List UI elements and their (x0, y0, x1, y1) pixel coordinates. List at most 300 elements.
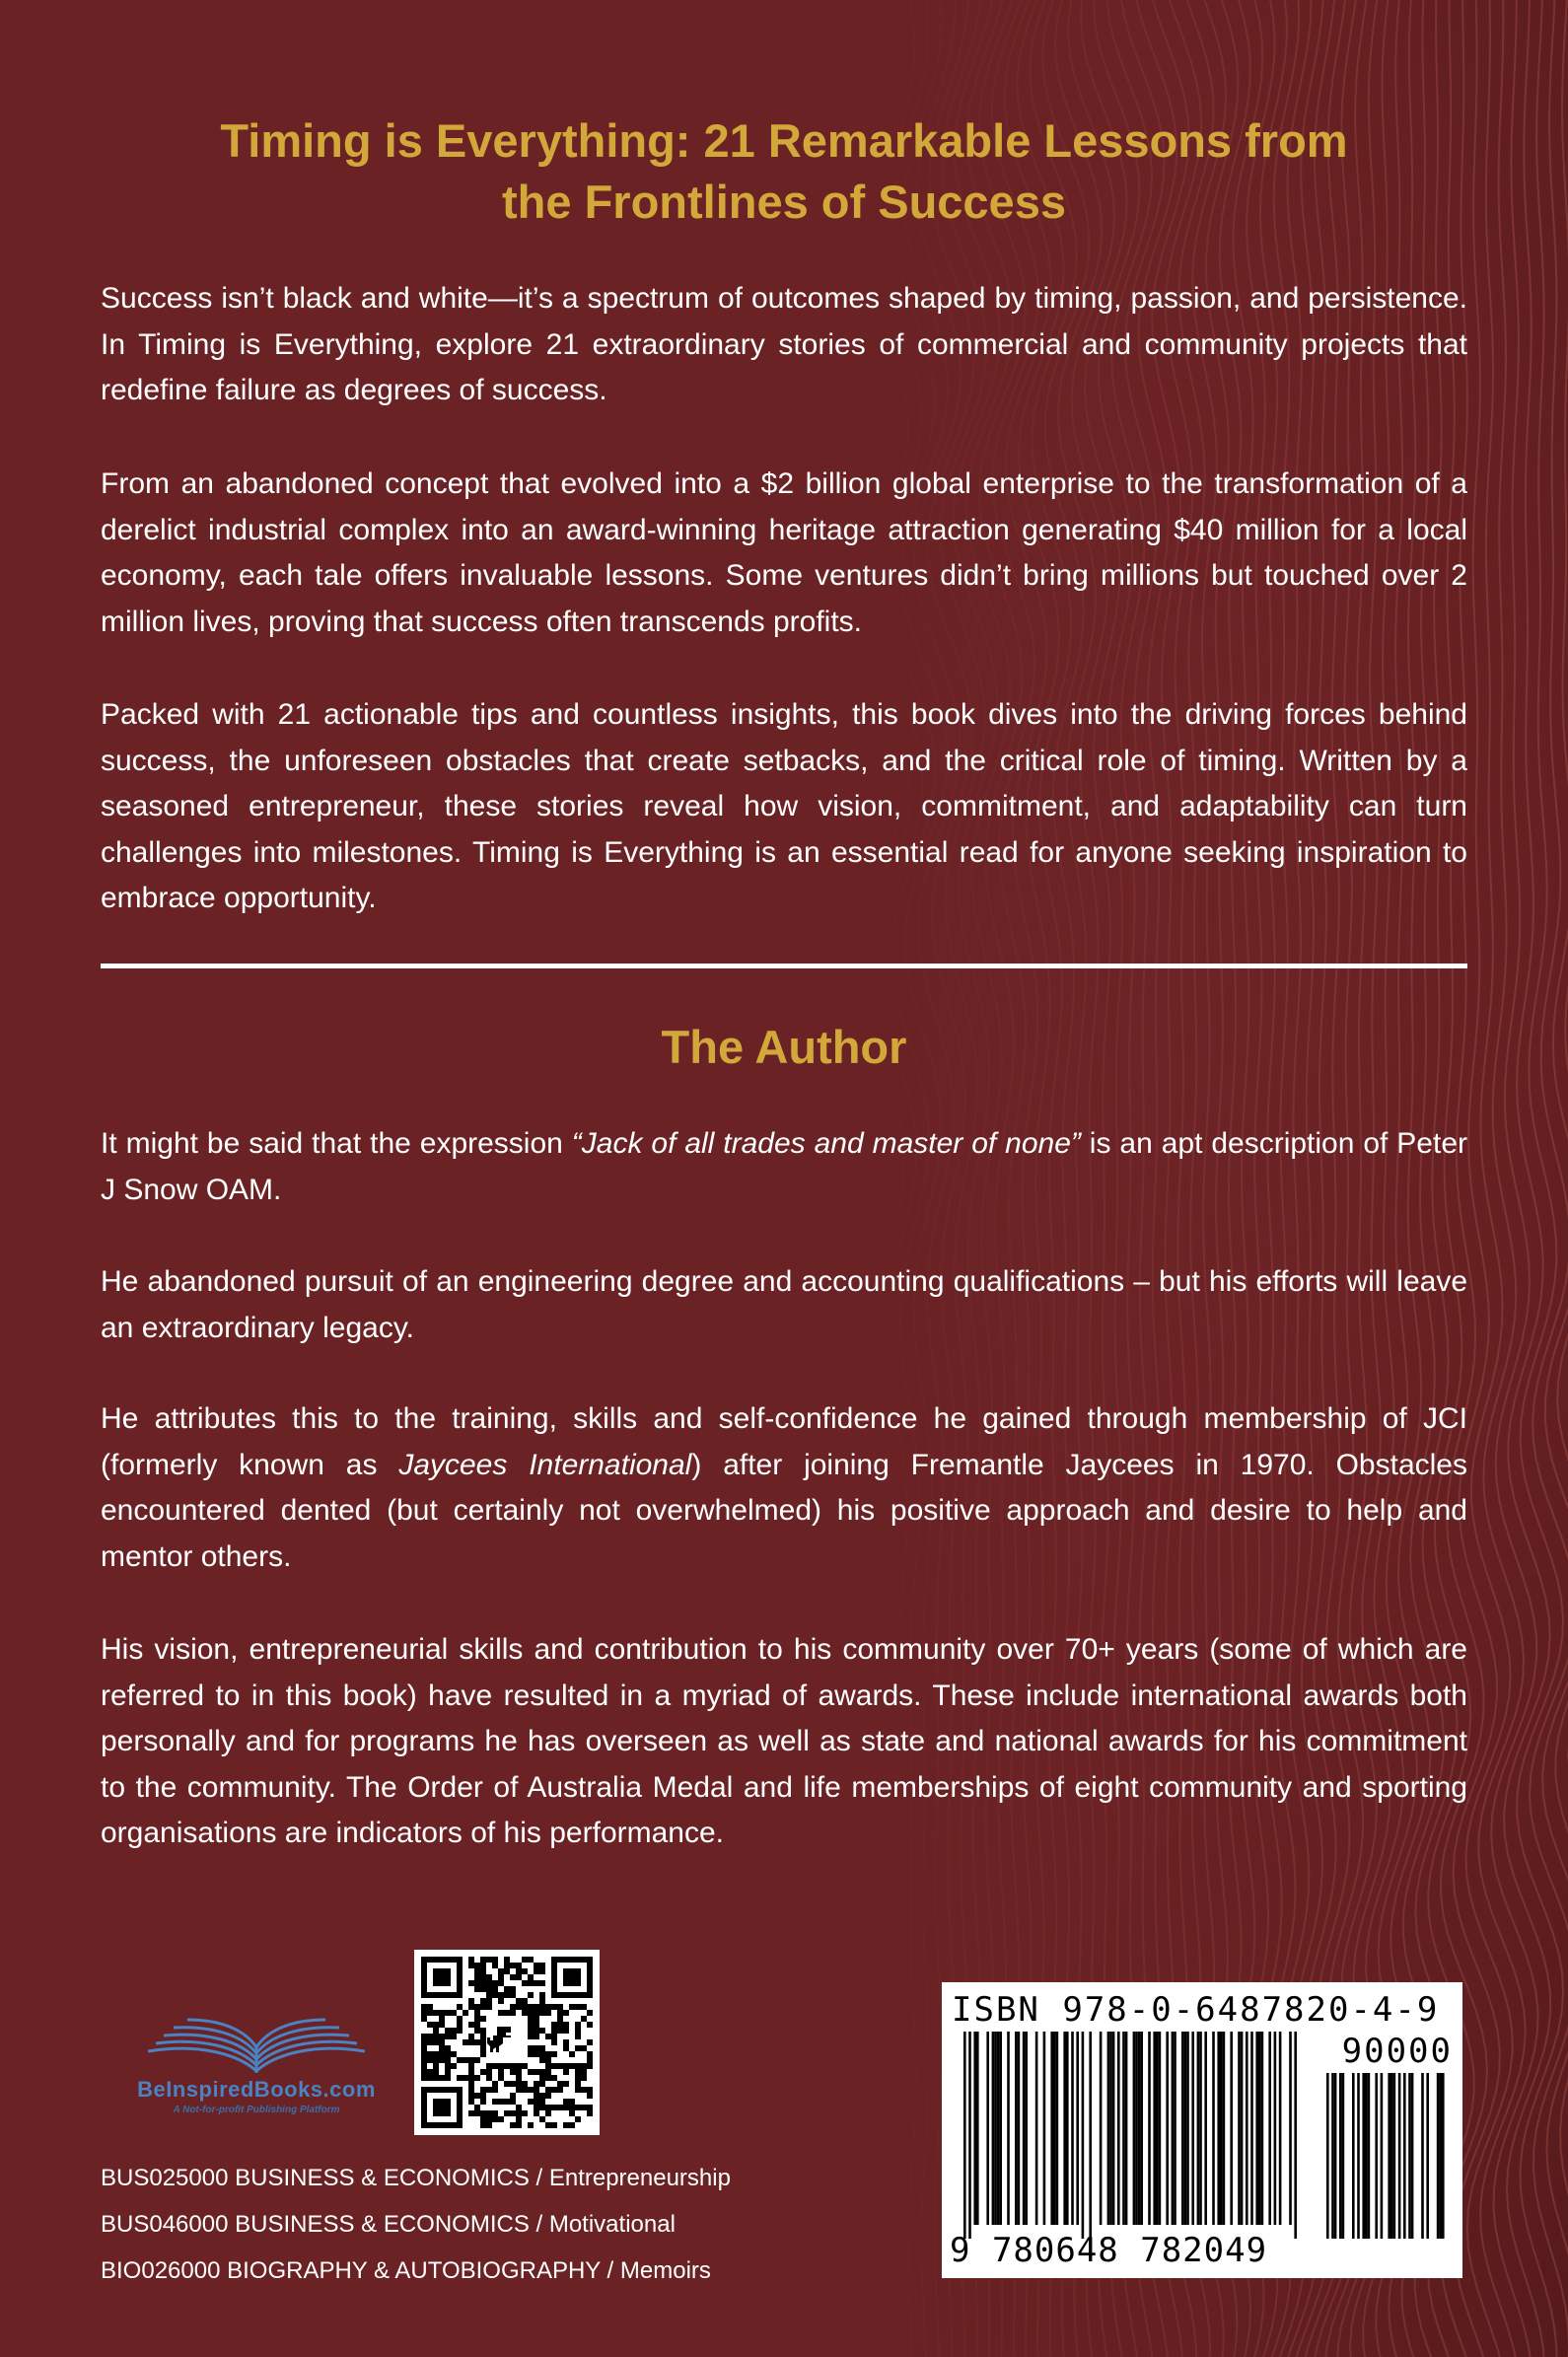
qr-module (522, 2087, 528, 2093)
qr-module (516, 1968, 522, 1974)
qr-module (539, 1968, 545, 1974)
qr-module (534, 2022, 539, 2028)
barcode-bar (1100, 2032, 1103, 2225)
qr-module (522, 2110, 528, 2116)
qr-module (468, 2022, 474, 2028)
qr-module (504, 2099, 510, 2105)
qr-module (516, 1998, 522, 2004)
qr-module (486, 1986, 492, 1992)
barcode-bar (1250, 2032, 1253, 2225)
qr-module (421, 2004, 427, 2010)
bisac-code: BIO026000 BIOGRAPHY & AUTOBIOGRAPHY (101, 2257, 601, 2284)
qr-module (480, 2116, 486, 2122)
barcode-addon-bar (1426, 2073, 1429, 2239)
qr-module (528, 2122, 534, 2128)
qr-module (545, 2122, 551, 2128)
qr-module (551, 2087, 557, 2093)
qr-module (504, 2110, 510, 2116)
barcode-addon-bar (1398, 2073, 1401, 2239)
qr-module (557, 2022, 563, 2028)
qr-module (545, 2057, 551, 2063)
publisher-logo (128, 2002, 385, 2130)
qr-module (492, 2081, 498, 2087)
qr-module (575, 2116, 581, 2122)
qr-module (468, 2099, 474, 2105)
qr-module (534, 1980, 539, 1986)
qr-module (575, 2028, 581, 2034)
qr-module (575, 2075, 581, 2081)
barcode-bar (1223, 2032, 1226, 2225)
qr-module (433, 2022, 439, 2028)
qr-module (445, 2051, 451, 2057)
qr-module (575, 2034, 581, 2039)
qr-module (468, 2034, 474, 2039)
barcode-bar (1181, 2032, 1184, 2225)
qr-module (545, 2075, 551, 2081)
qr-module (534, 2010, 539, 2016)
qr-module (539, 2105, 545, 2110)
barcode-bar (1279, 2032, 1282, 2225)
qr-module (498, 1974, 504, 1980)
qr-module (581, 2016, 587, 2022)
qr-module (468, 2081, 474, 2087)
book-title-line-1: Timing is Everything: 21 Remarkable Lessons from (220, 114, 1348, 167)
qr-module (498, 1980, 504, 1986)
qr-module (522, 1980, 528, 1986)
qr-module (528, 2034, 534, 2039)
barcode-bar (1025, 2032, 1028, 2225)
author-p1-text-b: is an apt description of Peter J Snow OAM. (101, 1127, 1467, 1206)
qr-module (539, 2057, 545, 2063)
qr-module (563, 2099, 569, 2105)
qr-module (480, 1998, 486, 2004)
qr-module (492, 1963, 498, 1968)
barcode-bar (1184, 2032, 1187, 2225)
qr-module (468, 2087, 474, 2093)
qr-module (569, 2105, 575, 2110)
qr-module (534, 2093, 539, 2099)
qr-module (427, 2069, 433, 2075)
qr-module (528, 1992, 534, 1998)
qr-module (474, 2057, 480, 2063)
barcode-bar (992, 2032, 995, 2225)
blurb-paragraph-2: From an abandoned concept that evolved into a $2 billion global enterprise to the transformation of a derelict industrial complex into an award-winning heritage attraction generating $40 million for a local economy, each tale offers invaluable lessons. Some ventures didn’t bring millions but touched over 2 million lives, proving that success often transcends profits. (101, 467, 1467, 638)
qr-module (492, 1986, 498, 1992)
barcode-addon-bar (1408, 2073, 1411, 2239)
barcode-bar (1289, 2032, 1292, 2225)
barcode-bar (1050, 2032, 1053, 2225)
isbn-number: ISBN 978-0-6487820-4-9 (952, 1990, 1440, 2030)
qr-module (557, 2087, 563, 2093)
qr-module (510, 2004, 516, 2010)
qr-module (510, 2122, 516, 2128)
qr-module (480, 2110, 486, 2116)
bisac-category-2 (101, 2210, 676, 2240)
qr-module (457, 2022, 463, 2028)
qr-module (516, 2110, 522, 2116)
publisher-logo-name: BeInspiredBooks.com (137, 2077, 376, 2102)
qr-module (486, 2063, 492, 2069)
qr-module (575, 2045, 581, 2051)
qr-module (492, 1980, 498, 1986)
qr-module (421, 2075, 427, 2081)
qr-module (563, 2063, 569, 2069)
qr-module (486, 1974, 492, 1980)
qr-module (480, 2045, 486, 2051)
qr-module (486, 1992, 492, 1998)
qr-module (587, 2057, 593, 2063)
qr-module (569, 2099, 575, 2105)
qr-module (480, 2087, 486, 2093)
qr-module (480, 1986, 486, 1992)
qr-module (516, 2116, 522, 2122)
qr-module (498, 1968, 504, 1974)
qr-module (433, 2051, 439, 2057)
qr-module (492, 2087, 498, 2093)
qr-module (545, 2063, 551, 2069)
qr-module (421, 2057, 427, 2063)
qr-module (480, 1957, 486, 1963)
qr-module (581, 2105, 587, 2110)
barcode-bar (1112, 2032, 1115, 2225)
qr-module (445, 2045, 451, 2051)
qr-finder (433, 1968, 451, 1986)
barcode-bar (1174, 2032, 1176, 2225)
barcode-bar (1204, 2032, 1207, 2225)
barcode-addon-bar (1421, 2073, 1424, 2239)
author-heading: The Author (661, 1021, 907, 1073)
barcode-addon-bar (1365, 2073, 1368, 2239)
qr-module (445, 2034, 451, 2039)
barcode-bar (1191, 2032, 1194, 2225)
qr-module (587, 2022, 593, 2028)
qr-module (504, 1957, 510, 1963)
qr-module (504, 2010, 510, 2016)
blurb-paragraph-1: Success isn’t black and white—it’s a spectrum of outcomes shaped by timing, passion, and persistence. In Timing is Everything, explore 21 extraordinary stories of commercial and community projects that redefine failure as degrees of success. (101, 282, 1467, 406)
barcode-bar (997, 2032, 1000, 2225)
qr-module (551, 2028, 557, 2034)
qr-module (539, 2116, 545, 2122)
qr-module (510, 2069, 516, 2075)
qr-finder (563, 1968, 581, 1986)
qr-module (534, 2016, 539, 2022)
barcode-addon-bar (1357, 2073, 1360, 2239)
qr-module (433, 2028, 439, 2034)
author-paragraph-1 (101, 1121, 1467, 1213)
barcode-bar (1148, 2032, 1151, 2225)
publisher-tagline: A Not-for-profit Publishing Platform (173, 2105, 340, 2115)
qr-module (480, 2034, 486, 2039)
barcode-addon-bar (1339, 2073, 1342, 2239)
barcode-bar (1107, 2032, 1110, 2225)
qr-module (551, 2004, 557, 2010)
qr-module (516, 2087, 522, 2093)
qr-module (551, 2039, 557, 2045)
qr-module (516, 2105, 522, 2110)
qr-module (534, 1963, 539, 1968)
qr-module (457, 2004, 463, 2010)
qr-module (439, 2051, 445, 2057)
qr-module (516, 2004, 522, 2010)
barcode-bar (1268, 2032, 1271, 2225)
qr-module (551, 2051, 557, 2057)
qr-module (587, 2039, 593, 2045)
qr-module (528, 2045, 534, 2051)
barcode-addon-bar (1375, 2073, 1378, 2239)
qr-module (486, 1998, 492, 2004)
price-code: 90000 (1341, 2032, 1453, 2071)
qr-module (539, 2069, 545, 2075)
author-p1-quote: “Jack of all trades and master of none” (571, 1127, 1081, 1160)
qr-module (534, 2110, 539, 2116)
qr-module (451, 2063, 457, 2069)
qr-module (468, 2004, 474, 2010)
barcode-addon-bar (1442, 2073, 1445, 2239)
qr-module (468, 2075, 474, 2081)
barcode-bar (1261, 2032, 1264, 2225)
qr-module (545, 2034, 551, 2039)
qr-module (557, 2081, 563, 2087)
qr-module (480, 2099, 486, 2105)
qr-module (522, 2063, 528, 2069)
author-p1-text-a: It might be said that the expression (101, 1127, 572, 1160)
qr-module (545, 2093, 551, 2099)
qr-module (534, 2051, 539, 2057)
qr-module (457, 2028, 463, 2034)
qr-module (439, 2016, 445, 2022)
author-p3-italic: Jaycees International (398, 1448, 692, 1481)
qr-module (492, 2099, 498, 2105)
qr-module (528, 2069, 534, 2075)
qr-module (421, 2039, 427, 2045)
qr-module (516, 2122, 522, 2128)
qr-module (474, 2022, 480, 2028)
qr-module (439, 2010, 445, 2016)
qr-module (528, 2010, 534, 2016)
qr-module (427, 2039, 433, 2045)
qr-module (480, 1980, 486, 1986)
barcode-addon-bar (1368, 2073, 1371, 2239)
qr-module (557, 2016, 563, 2022)
qr-module (551, 2122, 557, 2128)
qr-module (563, 2045, 569, 2051)
qr-module (581, 2075, 587, 2081)
qr-module (433, 2075, 439, 2081)
qr-module (480, 2016, 486, 2022)
qr-module (516, 1963, 522, 1968)
qr-module (516, 2081, 522, 2087)
qr-module (581, 2063, 587, 2069)
qr-module (534, 2004, 539, 2010)
qr-module (557, 2028, 563, 2034)
qr-module (534, 2087, 539, 2093)
qr-module (510, 2063, 516, 2069)
qr-module (516, 2063, 522, 2069)
qr-module (468, 2110, 474, 2116)
qr-module (498, 1992, 504, 1998)
bisac-code: BUS025000 BUSINESS & ECONOMICS (101, 2165, 530, 2191)
qr-module (439, 2045, 445, 2051)
barcode-bar (1238, 2032, 1241, 2225)
qr-module (451, 2010, 457, 2016)
qr-module (486, 2069, 492, 2075)
qr-module (504, 2081, 510, 2087)
qr-module (504, 1986, 510, 1992)
author-paragraph-2: He abandoned pursuit of an engineering degree and accounting qualifications – but his efforts will leave an extraordinary legacy. (101, 1265, 1467, 1344)
qr-module (581, 2087, 587, 2093)
qr-module (534, 2069, 539, 2075)
qr-module (539, 2081, 545, 2087)
bisac-category-3 (101, 2256, 711, 2286)
isbn-barcode (942, 1982, 1462, 2278)
qr-module (498, 2010, 504, 2016)
qr-module (528, 2051, 534, 2057)
qr-module (474, 2039, 480, 2045)
barcode-bar (1117, 2032, 1120, 2225)
barcode-bar (1043, 2032, 1046, 2225)
qr-module (433, 2010, 439, 2016)
qr-module (445, 2069, 451, 2075)
qr-module (474, 1968, 480, 1974)
qr-module (551, 2063, 557, 2069)
barcode-bar (999, 2032, 1002, 2225)
qr-module (522, 1968, 528, 1974)
qr-module (492, 2116, 498, 2122)
qr-module (510, 2093, 516, 2099)
qr-module (486, 2122, 492, 2128)
qr-module (534, 2099, 539, 2105)
qr-module (480, 2122, 486, 2128)
qr-module (451, 2034, 457, 2039)
qr-module (474, 1974, 480, 1980)
barcode-bar (1018, 2032, 1021, 2225)
qr-module (534, 2028, 539, 2034)
qr-module (433, 2039, 439, 2045)
qr-module (468, 1963, 474, 1968)
qr-module (427, 2004, 433, 2010)
barcode-addon-bar (1362, 2073, 1365, 2239)
qr-module (539, 2010, 545, 2016)
barcode-bar (1007, 2032, 1010, 2225)
qr-module (427, 2075, 433, 2081)
qr-module (433, 2034, 439, 2039)
qr-module (563, 2081, 569, 2087)
barcode-bar (1122, 2032, 1125, 2225)
barcode-bar (976, 2032, 979, 2225)
barcode-bars (963, 2032, 1451, 2239)
qr-module (492, 1957, 498, 1963)
qr-module (587, 2105, 593, 2110)
barcode-bar (1063, 2032, 1066, 2225)
barcode-addon-bar (1381, 2073, 1384, 2239)
qr-module (563, 2122, 569, 2128)
qr-module (575, 2004, 581, 2010)
qr-module (427, 2034, 433, 2039)
qr-module (486, 1980, 492, 1986)
barcode-bar (1258, 2032, 1261, 2225)
qr-code[interactable] (414, 1950, 600, 2135)
qr-module (474, 2075, 480, 2081)
barcode-bar (1294, 2032, 1297, 2239)
qr-module (468, 2063, 474, 2069)
qr-module (522, 2081, 528, 2087)
qr-module (534, 2034, 539, 2039)
qr-module (474, 2004, 480, 2010)
qr-module (534, 1968, 539, 1974)
qr-module (457, 2016, 463, 2022)
barcode-addon-bar (1352, 2073, 1355, 2239)
qr-module (433, 2063, 439, 2069)
qr-module (492, 2063, 498, 2069)
qr-module (439, 2057, 445, 2063)
bisac-category-1 (101, 2164, 731, 2193)
qr-module (534, 2081, 539, 2087)
qr-module (480, 2069, 486, 2075)
barcode-addon-bar (1439, 2073, 1442, 2239)
qr-module (528, 2099, 534, 2105)
barcode-bar (1023, 2032, 1026, 2225)
qr-module (534, 2045, 539, 2051)
qr-module (545, 2087, 551, 2093)
qr-module (451, 2028, 457, 2034)
qr-module (510, 1986, 516, 1992)
qr-module (421, 2063, 427, 2069)
qr-module (587, 2010, 593, 2016)
qr-module (463, 2039, 468, 2045)
qr-module (480, 1963, 486, 1968)
qr-module (510, 2110, 516, 2116)
qr-module (463, 2010, 468, 2016)
barcode-addon-bar (1437, 2073, 1440, 2239)
qr-module (433, 2057, 439, 2063)
book-title-line-2: the Frontlines of Success (502, 176, 1066, 228)
qr-module (457, 2057, 463, 2063)
barcode-bar (1212, 2032, 1215, 2225)
qr-module (421, 2034, 427, 2039)
barcode-bar (1135, 2032, 1138, 2225)
qr-module (439, 2075, 445, 2081)
qr-module (534, 2105, 539, 2110)
qr-module (545, 2110, 551, 2116)
qr-module (539, 2028, 545, 2034)
barcode-bar (1156, 2032, 1159, 2225)
qr-module (498, 2099, 504, 2105)
qr-module (486, 2075, 492, 2081)
qr-module (463, 2057, 468, 2063)
qr-module (569, 2110, 575, 2116)
qr-module (510, 2010, 516, 2016)
barcode-bar (1186, 2032, 1189, 2225)
qr-module (551, 2022, 557, 2028)
barcode-bar (1230, 2032, 1233, 2225)
bisac-subject: / Memoirs (600, 2257, 711, 2284)
qr-module (522, 1998, 528, 2004)
barcode-bar (1109, 2032, 1112, 2225)
qr-module (439, 2034, 445, 2039)
qr-module (421, 2010, 427, 2016)
qr-module (539, 1992, 545, 1998)
barcode-bar (1138, 2032, 1141, 2225)
dinosaur-icon (487, 2027, 511, 2052)
barcode-addon-bar (1390, 2073, 1393, 2239)
qr-module (510, 2081, 516, 2087)
barcode-bar (968, 2032, 971, 2239)
barcode-bar (1089, 2032, 1092, 2239)
qr-module (539, 1980, 545, 1986)
qr-module (427, 2057, 433, 2063)
qr-module (575, 2081, 581, 2087)
qr-module (486, 2004, 492, 2010)
